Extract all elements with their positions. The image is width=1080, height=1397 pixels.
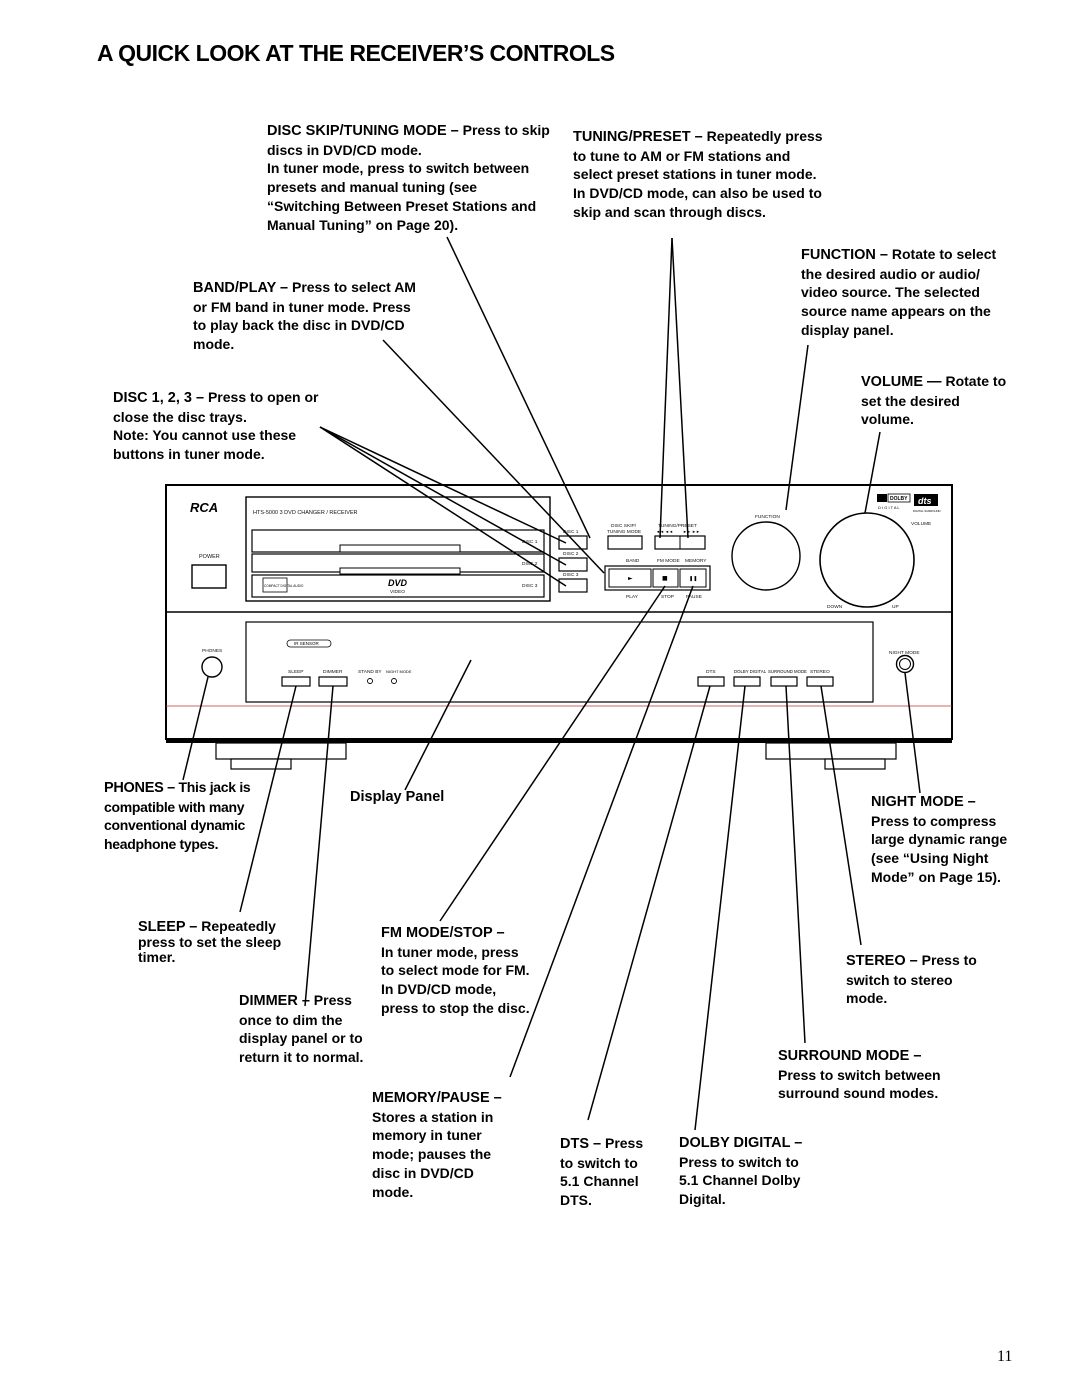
callout-volume-body: Rotate to set the desired volume.: [861, 373, 1007, 428]
disc3-label: DISC 3: [563, 573, 579, 578]
disc-skip-button[interactable]: [608, 536, 642, 549]
dts-button[interactable]: [698, 677, 724, 686]
callout-dolby-digital-heading: DOLBY DIGITAL –: [679, 1135, 803, 1151]
tray-1-lip: [340, 545, 460, 552]
function-knob[interactable]: [732, 522, 800, 590]
cd-logo-text: COMPACT DIGITAL AUDIO: [264, 584, 304, 588]
tray-label-1: DISC 1: [522, 540, 538, 545]
callout-sleep-heading: SLEEP –: [138, 919, 198, 935]
fm-mode-label: FM MODE: [657, 559, 680, 564]
disc-skip-label: DISC SKIP/: [611, 524, 637, 529]
dolby-dd-icon: [877, 494, 887, 502]
callout-dolby-digital-body: Press to switch to 5.1 Channel Dolby Digital.: [679, 1153, 801, 1208]
callout-stereo-heading: STEREO –: [846, 953, 918, 969]
callout-display-panel: [350, 788, 470, 807]
callout-night-mode: [871, 792, 1011, 887]
volume-knob[interactable]: [820, 513, 914, 607]
callout-surround-mode-heading: SURROUND MODE –: [778, 1048, 922, 1064]
phones-jack[interactable]: [202, 657, 222, 677]
callout-dts: [560, 1134, 660, 1210]
callout-memory-pause: [372, 1089, 512, 1201]
callout-surround-mode-body: Press to switch between surround sound modes.: [778, 1066, 941, 1102]
stop-icon: ■: [662, 575, 668, 582]
tray-2-lip: [340, 568, 460, 574]
callout-sleep: [138, 919, 298, 965]
digital-logo: D I G I T A L: [878, 505, 900, 510]
up-label: UP: [892, 605, 899, 610]
callout-fm-mode-stop-heading: FM MODE/STOP –: [381, 925, 505, 941]
callout-phones: [104, 778, 268, 854]
callout-band-play-body: Press to select AM or FM band in tuner mode. Press to play back the disc in DVD/CD mode.: [193, 279, 416, 353]
down-label: DOWN: [827, 605, 843, 610]
disc1-label: DISC 1: [563, 530, 579, 535]
dolby-digital-button-label: DOLBY DIGITAL: [734, 669, 767, 674]
sleep-label: SLEEP: [288, 670, 304, 675]
rca-logo: RCA: [190, 500, 219, 515]
callout-disc123-body: Press to open or close the disc trays.: [113, 389, 319, 425]
pause-label: PAUSE: [686, 595, 702, 600]
tuning-preset-label: TUNING/PRESET: [658, 524, 697, 529]
stereo-button[interactable]: [807, 677, 833, 686]
skip-forward-icon: ►► ►►: [683, 529, 700, 534]
callout-dts-body: Press to switch to 5.1 Channel DTS.: [560, 1135, 644, 1209]
power-button[interactable]: [192, 565, 226, 588]
night-mode-indicator: [392, 679, 397, 684]
model-label: HTS-5000 3 DVD CHANGER / RECEIVER: [253, 510, 358, 516]
page-number: 11: [997, 1348, 1013, 1365]
tuning-mode-label: TUNING MODE: [607, 530, 642, 535]
tray-label-3: DISC 3: [522, 584, 538, 589]
callout-dimmer-heading: DIMMER –: [239, 993, 310, 1009]
surround-mode-button[interactable]: [771, 677, 797, 686]
callout-dolby-digital: [679, 1134, 819, 1209]
callout-disc-skip-body2: In tuner mode, press to switch between presets and manual tuning (see “Switching Between Preset Stations and Manual Tuning” on Page 20).: [267, 160, 537, 233]
callout-volume-heading: VOLUME —: [861, 374, 942, 390]
standby-label: STAND BY: [358, 670, 382, 675]
callout-disc-skip-body: Press to skip discs in DVD/CD mode.: [267, 122, 550, 158]
callout-surround-mode: [778, 1047, 958, 1103]
surround-mode-button-label: SURROUND MODE: [768, 669, 807, 674]
callout-disc123-note: Note: You cannot use these buttons in tuner mode.: [113, 427, 297, 463]
callout-dts-heading: DTS –: [560, 1136, 602, 1152]
callout-dimmer: [239, 991, 364, 1067]
dolby-logo: DOLBY: [890, 496, 908, 502]
stereo-button-label: STEREO: [810, 670, 830, 675]
night-mode-button-label: NIGHT MODE: [889, 651, 920, 656]
callout-tuning-preset-body: Repeatedly press to tune to AM or FM stations and select preset stations in tuner mode. In DVD/CD mode, can also be used to skip and scan through discs.: [573, 128, 823, 220]
dolby-digital-button[interactable]: [734, 677, 760, 686]
callout-dimmer-body: Press once to dim the display panel or to return it to normal.: [239, 992, 364, 1066]
callout-memory-pause-body: Stores a station in memory in tuner mode; pauses the disc in DVD/CD mode.: [372, 1108, 494, 1200]
display-panel: [246, 622, 873, 702]
callout-fm-mode-stop-body: In tuner mode, press to select mode for FM. In DVD/CD mode, press to stop the disc.: [381, 943, 530, 1016]
callout-night-mode-body: Press to compress large dynamic range (see “Using Night Mode” on Page 15).: [871, 812, 1008, 885]
sleep-button[interactable]: [282, 677, 310, 686]
dts-button-label: DTS: [706, 670, 716, 675]
dvd-logo: DVD: [388, 578, 408, 588]
standby-indicator: [368, 679, 373, 684]
callout-function: [801, 245, 1016, 340]
memory-label: MEMORY: [685, 559, 707, 564]
callout-stereo: [846, 951, 996, 1008]
callout-volume: [861, 372, 1007, 429]
callout-function-body: Rotate to select the desired audio or audio/ video source. The selected source name appears on the display panel.: [801, 246, 997, 338]
dts-sub-logo: DIGITAL SURROUND: [913, 509, 941, 513]
dimmer-label: DIMMER: [323, 670, 343, 675]
callout-night-mode-heading: NIGHT MODE –: [871, 794, 976, 810]
page-title: A QUICK LOOK AT THE RECEIVER’S CONTROLS: [97, 40, 615, 66]
play-label: PLAY: [626, 595, 638, 600]
dimmer-button[interactable]: [319, 677, 347, 686]
callout-phones-body: This jack is compatible with many conventional dynamic headphone types.: [104, 779, 251, 853]
dts-logo: dts: [918, 496, 932, 506]
phones-label: PHONES: [202, 649, 223, 654]
callout-disc123: [113, 388, 328, 464]
night-mode-indicator-label: NIGHT MODE: [386, 669, 412, 674]
callout-sleep-body: Repeatedly press to set the sleep timer.: [138, 918, 282, 965]
disc2-button[interactable]: [559, 558, 587, 571]
tray-label-2: DISC 2: [522, 562, 538, 567]
callout-function-heading: FUNCTION –: [801, 247, 888, 263]
callout-disc-skip-heading: DISC SKIP/TUNING MODE –: [267, 123, 459, 139]
callout-band-play: [193, 278, 419, 354]
function-knob-label: FUNCTION: [755, 515, 780, 520]
callout-stereo-body: Press to switch to stereo mode.: [846, 952, 977, 1007]
play-icon: ►: [628, 575, 633, 582]
volume-knob-label: VOLUME: [911, 522, 932, 527]
callout-memory-pause-heading: MEMORY/PAUSE –: [372, 1090, 502, 1106]
stop-label: STOP: [661, 595, 674, 600]
callout-disc-skip: [267, 121, 552, 234]
callout-disc123-heading: DISC 1, 2, 3 –: [113, 390, 205, 406]
band-label: BAND: [626, 559, 640, 564]
ir-sensor-label: IR SENSOR: [294, 641, 319, 646]
callout-display-panel-heading: Display Panel: [350, 789, 445, 805]
callout-tuning-preset-heading: TUNING/PRESET –: [573, 129, 703, 145]
callout-band-play-heading: BAND/PLAY –: [193, 280, 289, 296]
disc3-button[interactable]: [559, 579, 587, 592]
callout-fm-mode-stop: [381, 924, 531, 1018]
callout-tuning-preset: [573, 127, 823, 222]
pause-icon: ❚❚: [689, 576, 698, 582]
disc2-label: DISC 2: [563, 552, 579, 557]
skip-back-icon: ◄◄ ◄◄: [656, 529, 673, 534]
power-label: POWER: [199, 554, 220, 560]
dvd-video-label: VIDEO: [390, 590, 405, 595]
callout-phones-heading: PHONES –: [104, 780, 175, 796]
